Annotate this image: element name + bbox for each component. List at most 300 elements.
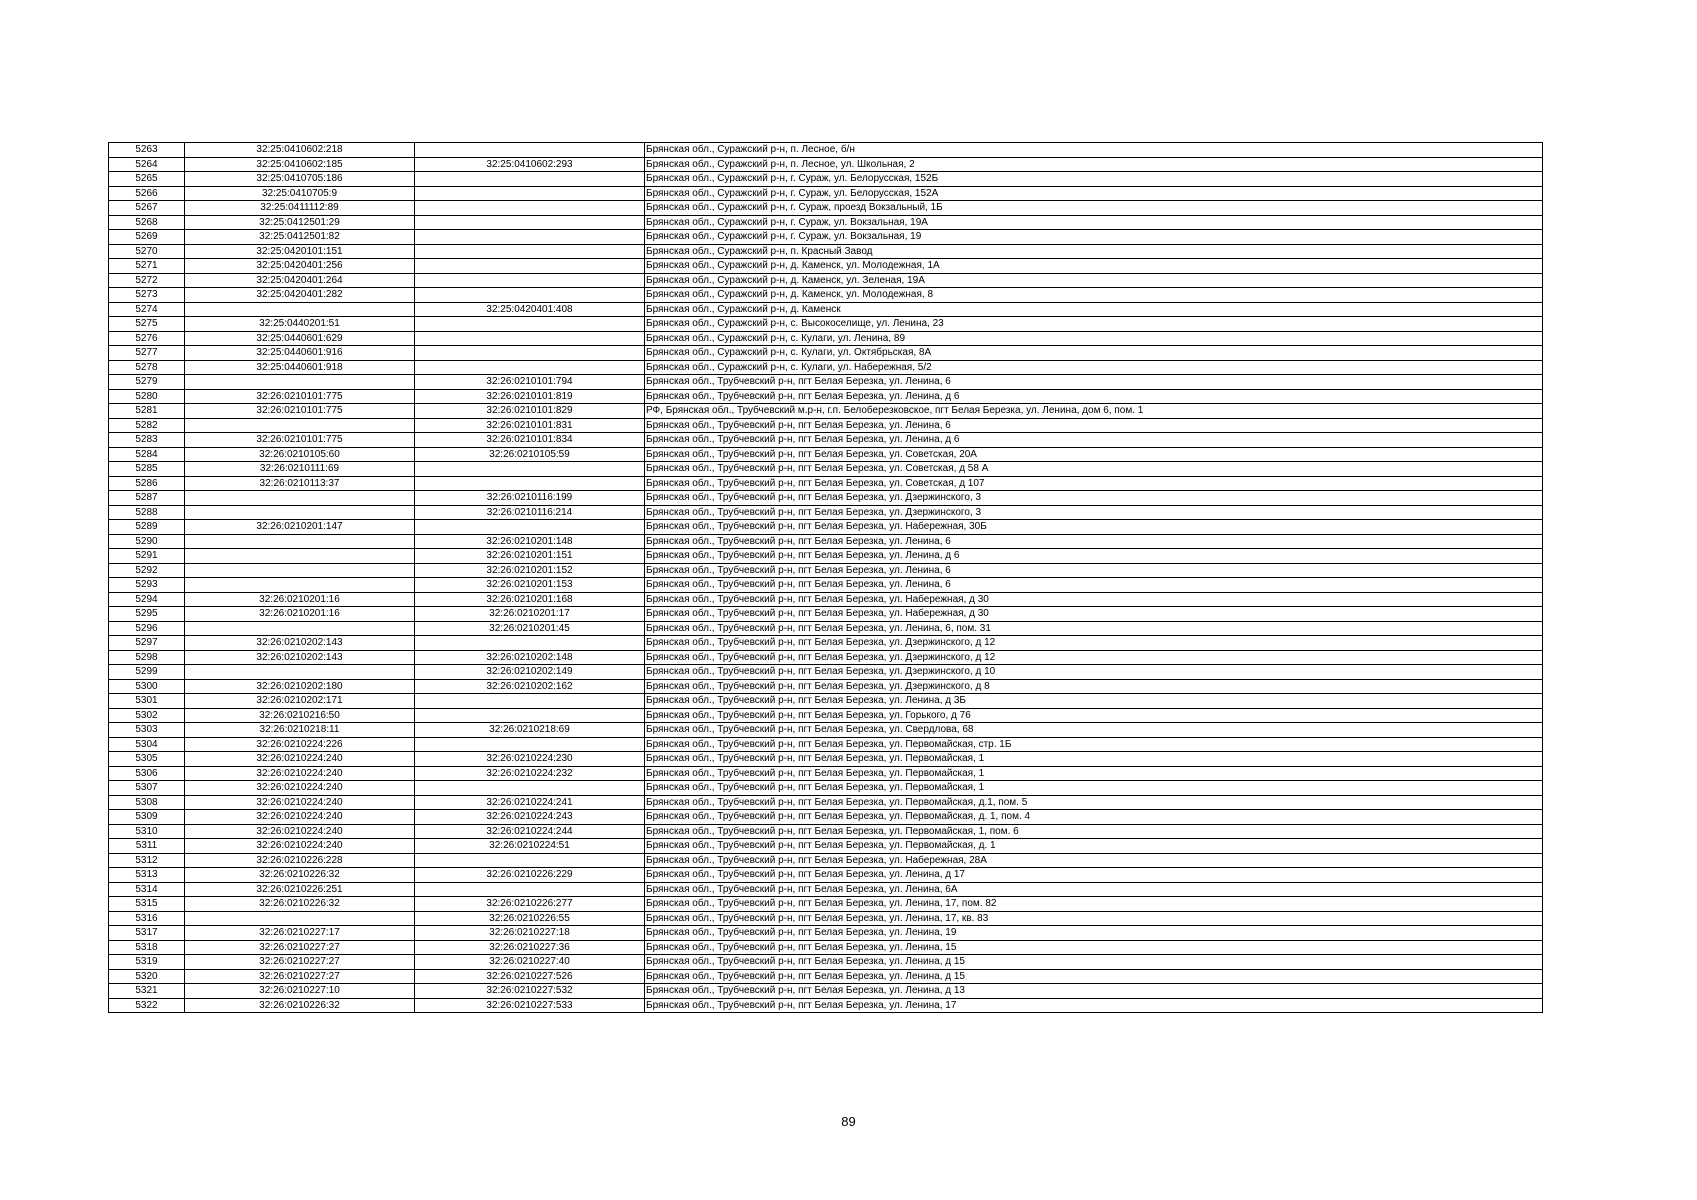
parcel-cadastral-number-cell: 32:25:0410705:186 [185,172,415,187]
address-cell: Брянская обл., Трубчевский р-н, пгт Белая Березка, ул. Свердлова, 68 [645,723,1543,738]
row-number-cell: 5290 [109,534,185,549]
object-cadastral-number-cell: 32:26:0210202:149 [415,665,645,680]
table-row [109,592,1543,607]
parcel-cadastral-number-cell: 32:25:0410602:218 [185,143,415,158]
address-cell: Брянская обл., Трубчевский р-н, пгт Белая Березка, ул. Ленина, д 17 [645,868,1543,883]
parcel-cadastral-number-cell: 32:26:0210224:240 [185,781,415,796]
row-number-cell: 5308 [109,795,185,810]
object-cadastral-number-cell: 32:26:0210116:214 [415,505,645,520]
property-registry-table [108,142,1543,1013]
address-cell: Брянская обл., Суражский р-н, с. Кулаги, ул. Набережная, 5/2 [645,360,1543,375]
table-row [109,331,1543,346]
parcel-cadastral-number-cell: 32:26:0210201:16 [185,592,415,607]
object-cadastral-number-cell [415,259,645,274]
table-row [109,259,1543,274]
row-number-cell: 5317 [109,926,185,941]
row-number-cell: 5310 [109,824,185,839]
table-row [109,926,1543,941]
object-cadastral-number-cell [415,215,645,230]
parcel-cadastral-number-cell [185,549,415,564]
row-number-cell: 5278 [109,360,185,375]
row-number-cell: 5291 [109,549,185,564]
row-number-cell: 5289 [109,520,185,535]
parcel-cadastral-number-cell: 32:26:0210202:143 [185,650,415,665]
parcel-cadastral-number-cell: 32:25:0440601:918 [185,360,415,375]
address-cell: Брянская обл., Суражский р-н, с. Высокоселище, ул. Ленина, 23 [645,317,1543,332]
address-cell: Брянская обл., Суражский р-н, д. Каменск [645,302,1543,317]
object-cadastral-number-cell [415,346,645,361]
table-row [109,505,1543,520]
address-cell: Брянская обл., Суражский р-н, г. Сураж, ул. Белорусская, 152А [645,186,1543,201]
object-cadastral-number-cell [415,694,645,709]
table-row [109,998,1543,1013]
row-number-cell: 5263 [109,143,185,158]
table-row [109,897,1543,912]
table-row [109,839,1543,854]
address-cell: Брянская обл., Трубчевский р-н, пгт Белая Березка, ул. Первомайская, 1 [645,766,1543,781]
object-cadastral-number-cell: 32:26:0210227:533 [415,998,645,1013]
parcel-cadastral-number-cell: 32:26:0210227:27 [185,940,415,955]
parcel-cadastral-number-cell: 32:26:0210224:240 [185,824,415,839]
address-cell: Брянская обл., Трубчевский р-н, пгт Белая Березка, ул. Первомайская, д. 1 [645,839,1543,854]
table-row [109,621,1543,636]
address-cell: Брянская обл., Суражский р-н, д. Каменск, ул. Молодежная, 8 [645,288,1543,303]
table-row [109,766,1543,781]
row-number-cell: 5299 [109,665,185,680]
object-cadastral-number-cell [415,462,645,477]
row-number-cell: 5303 [109,723,185,738]
parcel-cadastral-number-cell [185,563,415,578]
row-number-cell: 5302 [109,708,185,723]
table-row [109,723,1543,738]
address-cell: Брянская обл., Суражский р-н, г. Сураж, проезд Вокзальный, 1Б [645,201,1543,216]
object-cadastral-number-cell: 32:26:0210224:244 [415,824,645,839]
object-cadastral-number-cell: 32:26:0210101:819 [415,389,645,404]
row-number-cell: 5268 [109,215,185,230]
address-cell: Брянская обл., Трубчевский р-н, пгт Белая Березка, ул. Дзержинского, д 8 [645,679,1543,694]
table-row [109,244,1543,259]
table-row [109,708,1543,723]
parcel-cadastral-number-cell: 32:26:0210202:180 [185,679,415,694]
table-row [109,665,1543,680]
object-cadastral-number-cell: 32:26:0210201:151 [415,549,645,564]
object-cadastral-number-cell [415,737,645,752]
object-cadastral-number-cell [415,636,645,651]
table-row [109,172,1543,187]
parcel-cadastral-number-cell: 32:25:0440601:629 [185,331,415,346]
address-cell: Брянская обл., Трубчевский р-н, пгт Белая Березка, ул. Набережная, 28А [645,853,1543,868]
address-cell: Брянская обл., Трубчевский р-н, пгт Белая Березка, ул. Ленина, 6, пом. 31 [645,621,1543,636]
object-cadastral-number-cell: 32:26:0210226:55 [415,911,645,926]
address-cell: Брянская обл., Трубчевский р-н, пгт Белая Березка, ул. Первомайская, 1 [645,781,1543,796]
parcel-cadastral-number-cell: 32:26:0210224:240 [185,810,415,825]
row-number-cell: 5286 [109,476,185,491]
row-number-cell: 5298 [109,650,185,665]
object-cadastral-number-cell [415,244,645,259]
parcel-cadastral-number-cell: 32:26:0210202:143 [185,636,415,651]
parcel-cadastral-number-cell: 32:26:0210105:60 [185,447,415,462]
table-row [109,389,1543,404]
address-cell: Брянская обл., Трубчевский р-н, пгт Белая Березка, ул. Ленина, д 13 [645,984,1543,999]
row-number-cell: 5294 [109,592,185,607]
row-number-cell: 5281 [109,404,185,419]
parcel-cadastral-number-cell: 32:25:0420401:282 [185,288,415,303]
object-cadastral-number-cell: 32:26:0210202:162 [415,679,645,694]
object-cadastral-number-cell: 32:26:0210226:229 [415,868,645,883]
object-cadastral-number-cell [415,360,645,375]
table-row [109,882,1543,897]
parcel-cadastral-number-cell [185,621,415,636]
object-cadastral-number-cell: 32:26:0210227:36 [415,940,645,955]
row-number-cell: 5292 [109,563,185,578]
row-number-cell: 5283 [109,433,185,448]
address-cell: Брянская обл., Трубчевский р-н, пгт Белая Березка, ул. Дзержинского, д 12 [645,636,1543,651]
parcel-cadastral-number-cell [185,302,415,317]
row-number-cell: 5301 [109,694,185,709]
row-number-cell: 5297 [109,636,185,651]
row-number-cell: 5273 [109,288,185,303]
parcel-cadastral-number-cell [185,578,415,593]
address-cell: Брянская обл., Трубчевский р-н, пгт Белая Березка, ул. Ленина, 6А [645,882,1543,897]
parcel-cadastral-number-cell: 32:26:0210202:171 [185,694,415,709]
parcel-cadastral-number-cell: 32:26:0210226:32 [185,998,415,1013]
parcel-cadastral-number-cell [185,491,415,506]
table-row [109,911,1543,926]
row-number-cell: 5296 [109,621,185,636]
parcel-cadastral-number-cell: 32:25:0420401:264 [185,273,415,288]
object-cadastral-number-cell [415,520,645,535]
address-cell: Брянская обл., Суражский р-н, г. Сураж, ул. Вокзальная, 19А [645,215,1543,230]
row-number-cell: 5270 [109,244,185,259]
row-number-cell: 5322 [109,998,185,1013]
parcel-cadastral-number-cell: 32:26:0210226:251 [185,882,415,897]
row-number-cell: 5279 [109,375,185,390]
table-row [109,215,1543,230]
object-cadastral-number-cell [415,708,645,723]
table-row [109,462,1543,477]
object-cadastral-number-cell: 32:26:0210227:532 [415,984,645,999]
page-number: 89 [841,1114,856,1129]
table-row [109,288,1543,303]
object-cadastral-number-cell: 32:26:0210227:18 [415,926,645,941]
table-row [109,404,1543,419]
address-cell: Брянская обл., Суражский р-н, п. Лесное, ул. Школьная, 2 [645,157,1543,172]
row-number-cell: 5315 [109,897,185,912]
row-number-cell: 5285 [109,462,185,477]
row-number-cell: 5267 [109,201,185,216]
row-number-cell: 5320 [109,969,185,984]
parcel-cadastral-number-cell: 32:25:0440601:916 [185,346,415,361]
parcel-cadastral-number-cell: 32:26:0210226:228 [185,853,415,868]
row-number-cell: 5265 [109,172,185,187]
address-cell: РФ, Брянская обл., Трубчевский м.р-н, г.п. Белоберезковское, пгт Белая Березка, ул. Ленина, дом 6, пом. 1 [645,404,1543,419]
address-cell: Брянская обл., Трубчевский р-н, пгт Белая Березка, ул. Ленина, 17 [645,998,1543,1013]
row-number-cell: 5312 [109,853,185,868]
table-row [109,534,1543,549]
table-row [109,157,1543,172]
object-cadastral-number-cell: 32:26:0210227:526 [415,969,645,984]
parcel-cadastral-number-cell: 32:26:0210224:240 [185,795,415,810]
address-cell: Брянская обл., Суражский р-н, п. Красный Завод [645,244,1543,259]
object-cadastral-number-cell: 32:26:0210101:831 [415,418,645,433]
address-cell: Брянская обл., Трубчевский р-н, пгт Белая Березка, ул. Ленина, д 6 [645,549,1543,564]
table-row [109,201,1543,216]
row-number-cell: 5274 [109,302,185,317]
table-row [109,868,1543,883]
object-cadastral-number-cell: 32:25:0420401:408 [415,302,645,317]
object-cadastral-number-cell: 32:26:0210202:148 [415,650,645,665]
address-cell: Брянская обл., Трубчевский р-н, пгт Белая Березка, ул. Дзержинского, 3 [645,491,1543,506]
parcel-cadastral-number-cell: 32:26:0210226:32 [185,897,415,912]
table-row [109,694,1543,709]
table-row [109,273,1543,288]
address-cell: Брянская обл., Трубчевский р-н, пгт Белая Березка, ул. Ленина, 19 [645,926,1543,941]
object-cadastral-number-cell: 32:26:0210101:829 [415,404,645,419]
address-cell: Брянская обл., Трубчевский р-н, пгт Белая Березка, ул. Советская, д 107 [645,476,1543,491]
table-row [109,810,1543,825]
address-cell: Брянская обл., Трубчевский р-н, пгт Белая Березка, ул. Ленина, д 6 [645,389,1543,404]
address-cell: Брянская обл., Суражский р-н, д. Каменск, ул. Зеленая, 19А [645,273,1543,288]
row-number-cell: 5293 [109,578,185,593]
table-row [109,679,1543,694]
parcel-cadastral-number-cell: 32:26:0210227:27 [185,955,415,970]
address-cell: Брянская обл., Трубчевский р-н, пгт Белая Березка, ул. Ленина, д 3Б [645,694,1543,709]
parcel-cadastral-number-cell: 32:26:0210201:147 [185,520,415,535]
address-cell: Брянская обл., Суражский р-н, с. Кулаги, ул. Ленина, 89 [645,331,1543,346]
address-cell: Брянская обл., Суражский р-н, п. Лесное, б/н [645,143,1543,158]
table-row [109,650,1543,665]
parcel-cadastral-number-cell: 32:25:0410705:9 [185,186,415,201]
table-row [109,969,1543,984]
parcel-cadastral-number-cell: 32:25:0411112:89 [185,201,415,216]
object-cadastral-number-cell: 32:26:0210224:243 [415,810,645,825]
object-cadastral-number-cell: 32:26:0210101:834 [415,433,645,448]
parcel-cadastral-number-cell: 32:25:0412501:82 [185,230,415,245]
address-cell: Брянская обл., Трубчевский р-н, пгт Белая Березка, ул. Дзержинского, 3 [645,505,1543,520]
table-row [109,549,1543,564]
parcel-cadastral-number-cell: 32:26:0210101:775 [185,404,415,419]
parcel-cadastral-number-cell: 32:26:0210227:10 [185,984,415,999]
address-cell: Брянская обл., Трубчевский р-н, пгт Белая Березка, ул. Ленина, 6 [645,578,1543,593]
address-cell: Брянская обл., Трубчевский р-н, пгт Белая Березка, ул. Ленина, д 15 [645,969,1543,984]
parcel-cadastral-number-cell [185,375,415,390]
address-cell: Брянская обл., Трубчевский р-н, пгт Белая Березка, ул. Ленина, д 15 [645,955,1543,970]
object-cadastral-number-cell [415,288,645,303]
object-cadastral-number-cell [415,201,645,216]
parcel-cadastral-number-cell: 32:26:0210111:69 [185,462,415,477]
table-row [109,795,1543,810]
parcel-cadastral-number-cell: 32:25:0410602:185 [185,157,415,172]
parcel-cadastral-number-cell: 32:26:0210113:37 [185,476,415,491]
address-cell: Брянская обл., Трубчевский р-н, пгт Белая Березка, ул. Дзержинского, д 12 [645,650,1543,665]
parcel-cadastral-number-cell: 32:26:0210224:240 [185,839,415,854]
table-row [109,433,1543,448]
row-number-cell: 5305 [109,752,185,767]
object-cadastral-number-cell [415,853,645,868]
row-number-cell: 5314 [109,882,185,897]
address-cell: Брянская обл., Суражский р-н, г. Сураж, ул. Белорусская, 152Б [645,172,1543,187]
object-cadastral-number-cell [415,331,645,346]
object-cadastral-number-cell: 32:26:0210105:59 [415,447,645,462]
object-cadastral-number-cell [415,172,645,187]
address-cell: Брянская обл., Трубчевский р-н, пгт Белая Березка, ул. Ленина, 6 [645,534,1543,549]
row-number-cell: 5272 [109,273,185,288]
address-cell: Брянская обл., Суражский р-н, г. Сураж, ул. Вокзальная, 19 [645,230,1543,245]
address-cell: Брянская обл., Трубчевский р-н, пгт Белая Березка, ул. Ленина, 15 [645,940,1543,955]
table-row [109,418,1543,433]
table-row [109,520,1543,535]
object-cadastral-number-cell [415,273,645,288]
table-row [109,476,1543,491]
row-number-cell: 5304 [109,737,185,752]
parcel-cadastral-number-cell: 32:26:0210101:775 [185,433,415,448]
parcel-cadastral-number-cell: 32:25:0440201:51 [185,317,415,332]
row-number-cell: 5307 [109,781,185,796]
object-cadastral-number-cell [415,186,645,201]
row-number-cell: 5318 [109,940,185,955]
address-cell: Брянская обл., Суражский р-н, д. Каменск, ул. Молодежная, 1А [645,259,1543,274]
table-row [109,955,1543,970]
object-cadastral-number-cell: 32:26:0210224:241 [415,795,645,810]
parcel-cadastral-number-cell [185,418,415,433]
parcel-cadastral-number-cell: 32:25:0412501:29 [185,215,415,230]
row-number-cell: 5271 [109,259,185,274]
address-cell: Брянская обл., Трубчевский р-н, пгт Белая Березка, ул. Горького, д 76 [645,708,1543,723]
object-cadastral-number-cell: 32:26:0210101:794 [415,375,645,390]
table-row [109,737,1543,752]
row-number-cell: 5280 [109,389,185,404]
table-row [109,853,1543,868]
parcel-cadastral-number-cell: 32:26:0210227:17 [185,926,415,941]
table-row [109,230,1543,245]
table-row [109,186,1543,201]
address-cell: Брянская обл., Трубчевский р-н, пгт Белая Березка, ул. Ленина, 6 [645,563,1543,578]
address-cell: Брянская обл., Трубчевский р-н, пгт Белая Березка, ул. Первомайская, 1 [645,752,1543,767]
address-cell: Брянская обл., Суражский р-н, с. Кулаги, ул. Октябрьская, 8А [645,346,1543,361]
row-number-cell: 5319 [109,955,185,970]
table-row [109,346,1543,361]
row-number-cell: 5266 [109,186,185,201]
object-cadastral-number-cell [415,781,645,796]
parcel-cadastral-number-cell [185,665,415,680]
object-cadastral-number-cell [415,230,645,245]
object-cadastral-number-cell: 32:26:0210224:230 [415,752,645,767]
object-cadastral-number-cell: 32:26:0210201:17 [415,607,645,622]
parcel-cadastral-number-cell: 32:26:0210227:27 [185,969,415,984]
object-cadastral-number-cell: 32:26:0210226:277 [415,897,645,912]
parcel-cadastral-number-cell: 32:26:0210201:16 [185,607,415,622]
parcel-cadastral-number-cell: 32:26:0210224:240 [185,766,415,781]
parcel-cadastral-number-cell: 32:26:0210224:240 [185,752,415,767]
table-row [109,824,1543,839]
object-cadastral-number-cell [415,882,645,897]
object-cadastral-number-cell [415,143,645,158]
object-cadastral-number-cell: 32:26:0210201:45 [415,621,645,636]
object-cadastral-number-cell: 32:26:0210116:199 [415,491,645,506]
row-number-cell: 5300 [109,679,185,694]
address-cell: Брянская обл., Трубчевский р-н, пгт Белая Березка, ул. Ленина, 6 [645,418,1543,433]
parcel-cadastral-number-cell: 32:26:0210224:226 [185,737,415,752]
row-number-cell: 5316 [109,911,185,926]
object-cadastral-number-cell: 32:26:0210201:168 [415,592,645,607]
parcel-cadastral-number-cell: 32:26:0210226:32 [185,868,415,883]
table-row [109,375,1543,390]
object-cadastral-number-cell: 32:26:0210201:153 [415,578,645,593]
parcel-cadastral-number-cell: 32:26:0210216:50 [185,708,415,723]
row-number-cell: 5277 [109,346,185,361]
object-cadastral-number-cell [415,476,645,491]
address-cell: Брянская обл., Трубчевский р-н, пгт Белая Березка, ул. Советская, 20А [645,447,1543,462]
parcel-cadastral-number-cell [185,534,415,549]
address-cell: Брянская обл., Трубчевский р-н, пгт Белая Березка, ул. Советская, д 58 А [645,462,1543,477]
address-cell: Брянская обл., Трубчевский р-н, пгт Белая Березка, ул. Ленина, 17, кв. 83 [645,911,1543,926]
parcel-cadastral-number-cell: 32:25:0420401:256 [185,259,415,274]
object-cadastral-number-cell: 32:26:0210224:51 [415,839,645,854]
address-cell: Брянская обл., Трубчевский р-н, пгт Белая Березка, ул. Первомайская, д.1, пом. 5 [645,795,1543,810]
table-row [109,317,1543,332]
object-cadastral-number-cell: 32:26:0210224:232 [415,766,645,781]
table-row [109,578,1543,593]
object-cadastral-number-cell: 32:25:0410602:293 [415,157,645,172]
row-number-cell: 5288 [109,505,185,520]
object-cadastral-number-cell: 32:26:0210218:69 [415,723,645,738]
row-number-cell: 5321 [109,984,185,999]
object-cadastral-number-cell: 32:26:0210201:152 [415,563,645,578]
object-cadastral-number-cell [415,317,645,332]
table-row [109,636,1543,651]
table-row [109,491,1543,506]
table-row [109,752,1543,767]
table-row [109,984,1543,999]
row-number-cell: 5295 [109,607,185,622]
address-cell: Брянская обл., Трубчевский р-н, пгт Белая Березка, ул. Набережная, 30Б [645,520,1543,535]
row-number-cell: 5264 [109,157,185,172]
parcel-cadastral-number-cell [185,505,415,520]
address-cell: Брянская обл., Трубчевский р-н, пгт Белая Березка, ул. Ленина, д 6 [645,433,1543,448]
object-cadastral-number-cell: 32:26:0210201:148 [415,534,645,549]
row-number-cell: 5282 [109,418,185,433]
object-cadastral-number-cell: 32:26:0210227:40 [415,955,645,970]
address-cell: Брянская обл., Трубчевский р-н, пгт Белая Березка, ул. Ленина, 6 [645,375,1543,390]
row-number-cell: 5275 [109,317,185,332]
table-row [109,607,1543,622]
table-row [109,302,1543,317]
address-cell: Брянская обл., Трубчевский р-н, пгт Белая Березка, ул. Первомайская, стр. 1Б [645,737,1543,752]
parcel-cadastral-number-cell [185,911,415,926]
table-row [109,143,1543,158]
row-number-cell: 5276 [109,331,185,346]
row-number-cell: 5306 [109,766,185,781]
parcel-cadastral-number-cell: 32:26:0210218:11 [185,723,415,738]
row-number-cell: 5287 [109,491,185,506]
table-row [109,447,1543,462]
address-cell: Брянская обл., Трубчевский р-н, пгт Белая Березка, ул. Ленина, 17, пом. 82 [645,897,1543,912]
table-row [109,940,1543,955]
address-cell: Брянская обл., Трубчевский р-н, пгт Белая Березка, ул. Дзержинского, д 10 [645,665,1543,680]
row-number-cell: 5269 [109,230,185,245]
table-row [109,781,1543,796]
registry-table-body [109,143,1543,1013]
table-row [109,563,1543,578]
row-number-cell: 5284 [109,447,185,462]
parcel-cadastral-number-cell: 32:26:0210101:775 [185,389,415,404]
address-cell: Брянская обл., Трубчевский р-н, пгт Белая Березка, ул. Первомайская, 1, пом. 6 [645,824,1543,839]
table-row [109,360,1543,375]
row-number-cell: 5311 [109,839,185,854]
parcel-cadastral-number-cell: 32:25:0420101:151 [185,244,415,259]
row-number-cell: 5309 [109,810,185,825]
address-cell: Брянская обл., Трубчевский р-н, пгт Белая Березка, ул. Набережная, д 30 [645,592,1543,607]
